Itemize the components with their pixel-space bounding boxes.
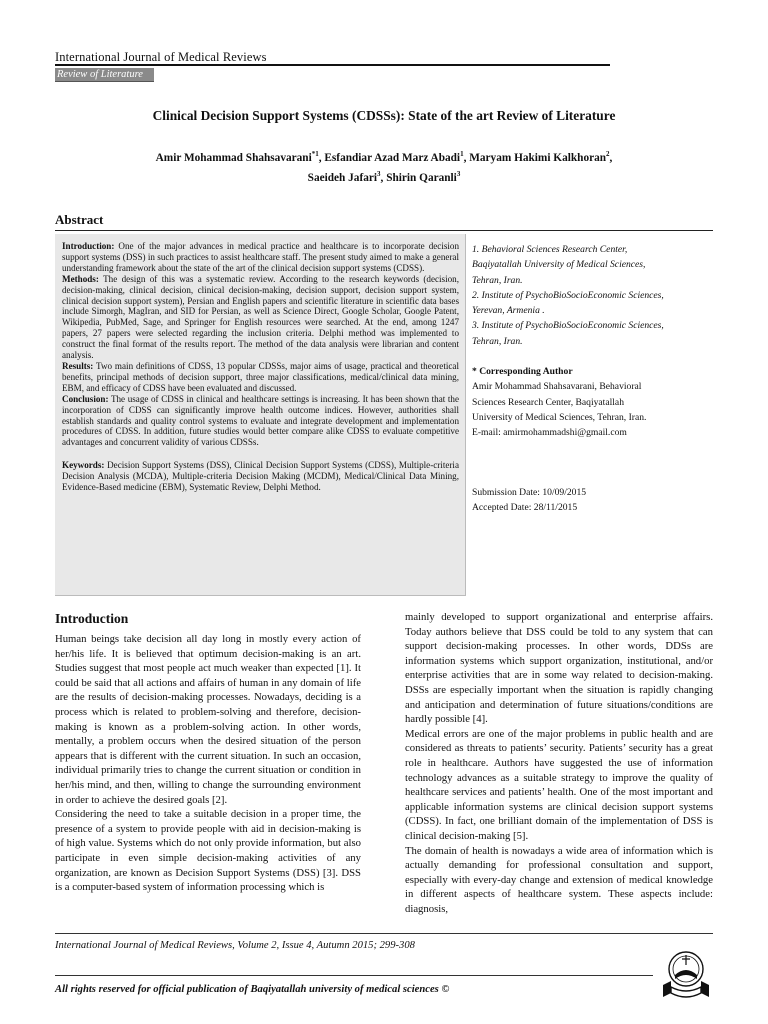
journal-header: [55, 50, 267, 65]
affiliation-line: Baqiyatallah University of Medical Sciences,: [472, 259, 646, 271]
paper-title: Clinical Decision Support Systems (CDSSs): State of the art Review of Literature: [152, 108, 616, 123]
author: Shirin Qaranli$^3$: [386, 169, 461, 184]
submission-date: Submission Date: 10/09/2015: [472, 487, 587, 498]
abstract-body: [62, 241, 459, 493]
body-column-right: [405, 610, 713, 916]
affiliation-line: 1. Behavioral Sciences Research Center,: [472, 244, 628, 255]
accepted-date: Accepted Date: 28/11/2015: [472, 502, 578, 514]
abstract-rule: [55, 230, 713, 231]
paragraph: Human beings take decision all day long in mostly every action of her/his life. It is believed that optimum decision-making is an art. Studies suggest that most people act much weaker than expected [1]. It could be said that all actions and affairs of human in any domain of life are the results of decision-making processes. Nowadays, deciding is a process which is related to problem-solving and therefore, decision-making is known as a problem-solving action. In other words, mentally, a problem occurs when the desired situation of the person appears that is different with the current situation. In such an occasion, individual primarily tries to change the current situation or condition in her/his mind, and then, willing to change the surrounding environment in order to achieve the desired goals [2].: [55, 633, 361, 806]
paragraph: The domain of health is nowadays a wide area of information which is actually demanding for professional consultation and support, especially with every-day change and extension of medical knowledge in different aspects of healthcare system. These aspects include: diagnosis,: [405, 844, 713, 915]
abstract-introduction: Introduction: One of the major advances in medical practice and healthcare is to incorporate decision support systems (DSS) in such practices to assist healthcare staff. The present study aimed to make a general understanding framework about the state of the art of the clinical decision support systems (CDSS).: [62, 241, 460, 273]
paragraph: Considering the need to take a suitable decision in a proper time, the presence of a system to provide people with aid in decision-making is of high value. Systems which do not only provide information, but also participate in even simple decision-making activities of any organization, are known as Decision Support Systems (DSS) [3]. DSS is a computer-based system of information processing which is: [55, 808, 361, 894]
affiliation-line: Tehran, Iran.: [472, 274, 523, 286]
affiliation-line: Yerevan, Armenia .: [472, 305, 545, 317]
corresponding-line: Sciences Research Center, Baqiyatallah: [472, 396, 624, 408]
author: Esfandiar Azad Marz Abadi$^1$: [324, 150, 464, 164]
journal-name: International Journal of Medical Reviews: [55, 50, 267, 64]
footer-rule-lower: [55, 975, 653, 976]
corresponding-label: * Corresponding Author: [472, 366, 573, 377]
abstract-methods: Methods: The design of this was a systematic review. According to the research keywords (decision, decision-making, clinical decision, clinical decision-making, decision support, decision support system, clinical decision support system), Persian and English papers and scientific literature in scientific data bases include Simorgh, MagIran, and SID for Persian, as well as Science Direct, Google Scholar, Google Patent, Wikipedia, PubMed, Sage, and Springer for English resources were searched. At the end, among 1247 papers, 27 papers were selected regarding the inclusion criteria. Delphi method was implemented to construct the final format of the results report. The method of the data analysis were librarian and content analysis.: [62, 273, 459, 361]
footer-citation: International Journal of Medical Reviews, Volume 2, Issue 4, Autumn 2015; 299-308: [55, 940, 415, 951]
section-tag: Review of Literature: [55, 68, 154, 82]
abstract-heading: Abstract: [55, 212, 104, 227]
author: Maryam Hakimi Kalkhoran$^2$: [469, 150, 610, 164]
corresponding-line: University of Medical Sciences, Tehran, Iran.: [472, 411, 647, 423]
paragraph: Medical errors are one of the major problems in public health and are considered as threats to patients’ security. Patients’ security has a great role in healthcare. Authors have suggested the use of information technology advances as a suitable strategy to improve the quality of healthcare services and patients’ health. One of the most important and applicable information systems are clinical decision support systems (CDSS). In fact, one brilliant domain of the implementation of DSS is clinical decision-making [5].: [405, 727, 713, 842]
affiliation-line: Tehran, Iran.: [472, 335, 523, 347]
body-column-left: [55, 632, 361, 895]
journal-logo-icon: [657, 943, 715, 1001]
abstract-results: Results: Two main definitions of CDSS, 13 popular CDSSs, major aims of usage, practical and theoretical benefits, principal methods of decision support, three major classifications, medical/clinical data mining, EBM, and efficacy of CDSS have been evaluated and discussed.: [62, 360, 459, 393]
introduction-heading: Introduction: [55, 611, 129, 626]
abstract-keywords: Keywords: Decision Support Systems (DSS), Clinical Decision Support Systems (CDSS), Multiple-criteria Decision Analysis (MCDA), Multiple-criteria Decision Making (MCDM), Medical/Clinical Data Mining, Evidence-Based medicine (EBM), Systematic Review, Delphi Method.: [62, 460, 459, 493]
affiliation-line: 2. Institute of PsychoBioSocioEconomic Sciences,: [472, 289, 664, 301]
header-rule: [55, 64, 610, 66]
author-list: Amir Mohammad Shahsavarani$^{*1}$, Esfandiar Azad Marz Abadi$^1$, Maryam Hakimi Kalkhoran$^2$, Saeideh Jafari$^3$, Shirin Qaranli$^3$: [155, 150, 613, 184]
paragraph: mainly developed to support organizational and enterprise affairs. Today authors believe that DSS could be told to any system that can support decision-making processes. In other words, DDSs are information systems which support organization, institutional, and/or enterprise activities that are in some way related to decision-making. DSSs are especially important when the situation is rapidly changing and anticipation and determination of future situations/conditions are hardly possible [4].: [405, 611, 713, 726]
corresponding-email[interactable]: E-mail: amirmohammadshi@gmail.com: [472, 427, 627, 439]
abstract-conclusion: Conclusion: The usage of CDSS in clinical and healthcare settings is increasing. It has been shown that the incorporation of CDSS can significantly improve health outcome indices. However, authorities shall establish standards and quality control systems to evaluate and integrate development and implementation procedures of CDSS. In addition, future studies would better compare alike CDSS to evaluate competitive advantages and concurrent validity of various CDSSs.: [62, 393, 460, 448]
author: Saeideh Jafari$^3$: [307, 169, 381, 184]
corresponding-author: [472, 364, 717, 440]
author: Amir Mohammad Shahsavarani$^{*1}$: [155, 150, 319, 164]
affiliations: [472, 242, 717, 349]
corresponding-line: Amir Mohammad Shahsavarani, Behavioral: [472, 381, 642, 393]
affiliation-line: 3. Institute of PsychoBioSocioEconomic Sciences,: [472, 320, 664, 332]
dates: [472, 485, 717, 516]
footer-rights: All rights reserved for official publication of Baqiyatallah university of medical sciences ©: [55, 984, 450, 995]
footer-rule: [55, 933, 713, 934]
